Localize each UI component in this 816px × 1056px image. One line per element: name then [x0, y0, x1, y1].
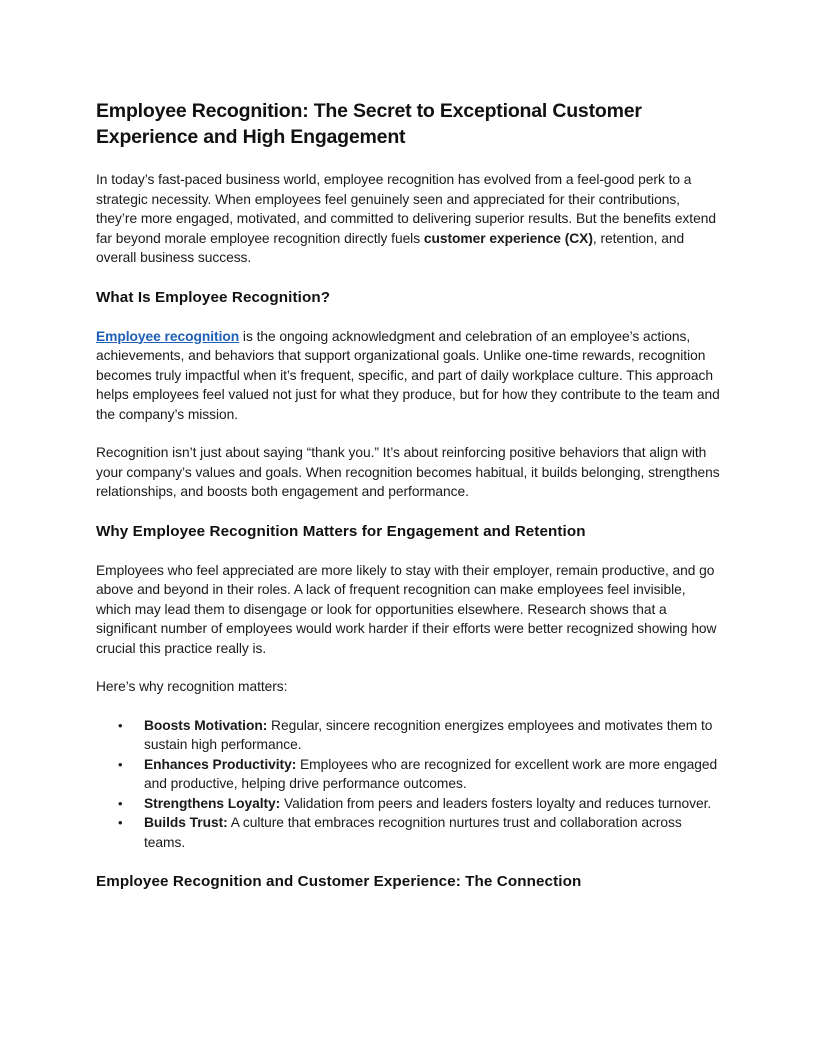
- section-heading-why-matters: Why Employee Recognition Matters for Engagement and Retention: [96, 522, 586, 540]
- bullet-icon: •: [118, 756, 123, 772]
- intro-text: In today’s fast-paced business world, employee recognition has evolved from a feel-good perk to a strategic necessity. When employees feel genuinely seen and appreciated for their contributions, they’re more engaged, motivated, and committed to delivering superior results. But the benefits extend far beyond morale employee recognition directly fuels: [96, 172, 716, 246]
- section-heading-cx-connection: Employee Recognition and Customer Experience: The Connection: [96, 873, 582, 890]
- list-item-term: Enhances Productivity:: [144, 756, 297, 772]
- list-item: [96, 813, 720, 852]
- habit-paragraph: Recognition isn’t just about saying “thank you.” It’s about reinforcing positive behaviors that align with your company’s values and goals. When recognition becomes habitual, it builds belonging, strengthens relationships, and boosts both engagement and performance.: [96, 445, 720, 499]
- definition-text: is the ongoing acknowledgment and celebration of an employee’s actions, achievements, and behaviors that support organizational goals. Unlike one-time rewards, recognition becomes truly impactful when it’s frequent, specific, and part of daily workplace culture. This approach helps employees feel valued not just for what they produce, but for how they contribute to the team and the company’s mission.: [96, 328, 720, 422]
- document-body: [96, 98, 720, 892]
- list-item-term: Boosts Motivation:: [144, 717, 268, 733]
- list-item: [96, 716, 720, 755]
- list-intro-paragraph: Here’s why recognition matters:: [96, 679, 288, 694]
- list-item: [96, 794, 720, 814]
- intro-bold-cx: customer experience (CX): [423, 230, 593, 246]
- reasons-list: [96, 716, 720, 853]
- appreciation-paragraph: Employees who feel appreciated are more likely to stay with their employer, remain productive, and go above and beyond in their roles. A lack of frequent recognition can make employees feel invisible, which may lead them to disengage or look for opportunities elsewhere. Research shows that a significant number of employees would work harder if their efforts were better recognized showing how crucial this practice really is.: [96, 562, 717, 656]
- list-item: [96, 755, 720, 794]
- document-title: Employee Recognition: The Secret to Exceptional Customer Experience and High Engagement: [96, 100, 642, 148]
- bullet-icon: •: [118, 795, 123, 811]
- list-item-text: A culture that embraces recognition nurtures trust and collaboration across teams.: [144, 815, 682, 850]
- intro-text-end: , retention, and overall business success.: [96, 230, 685, 265]
- employee-recognition-link[interactable]: Employee recognition: [96, 328, 240, 344]
- list-item-term: Strengthens Loyalty:: [144, 795, 281, 811]
- list-item-text: Validation from peers and leaders fosters loyalty and reduces turnover.: [280, 795, 712, 811]
- section-heading-what-is: What Is Employee Recognition?: [96, 288, 331, 306]
- bullet-icon: •: [118, 717, 123, 733]
- list-item-term: Builds Trust:: [144, 815, 228, 830]
- list-item-text: Regular, sincere recognition energizes employees and motivates them to sustain high performance.: [144, 717, 713, 752]
- definition-paragraph: [96, 327, 720, 425]
- list-item-text: Employees who are recognized for excellent work are more engaged and productive, helping drive performance outcomes.: [144, 756, 718, 791]
- intro-paragraph: [96, 170, 720, 268]
- bullet-icon: •: [118, 815, 123, 830]
